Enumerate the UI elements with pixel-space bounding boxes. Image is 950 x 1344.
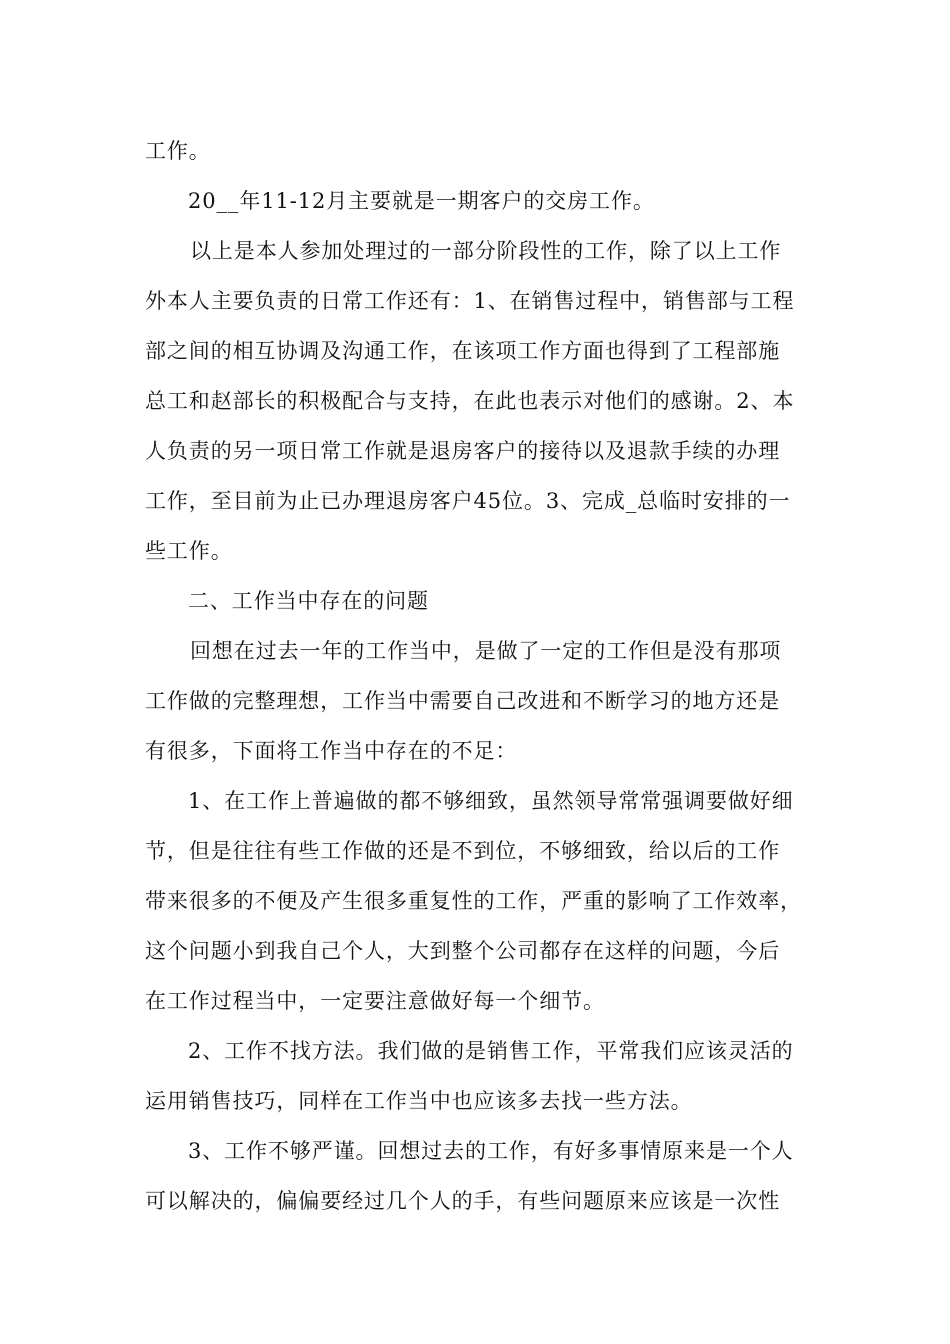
text-line-21: 3、工作不够严谨。回想过去的工作，有好多事情原来是一个人 bbox=[188, 1139, 794, 1163]
text-line-14: 1、在工作上普遍做的都不够细致，虽然领导常常强调要做好细 bbox=[188, 789, 794, 813]
text-line-3: 以上是本人参加处理过的一部分阶段性的工作，除了以上工作 bbox=[190, 239, 782, 263]
text-line-17: 这个问题小到我自己个人，大到整个公司都存在这样的问题，今后 bbox=[145, 939, 781, 963]
text-line-8: 工作，至目前为止已办理退房客户45位。3、完成_总临时安排的一 bbox=[145, 489, 791, 513]
text-line-20: 运用销售技巧，同样在工作当中也应该多去找一些方法。 bbox=[145, 1089, 693, 1113]
text-line-12: 工作做的完整理想，工作当中需要自己改进和不断学习的地方还是 bbox=[145, 689, 781, 713]
text-line-2: 20__年11-12月主要就是一期客户的交房工作。 bbox=[188, 189, 655, 213]
section-heading: 二、工作当中存在的问题 bbox=[188, 589, 429, 613]
text-line-5: 部之间的相互协调及沟通工作，在该项工作方面也得到了工程部施 bbox=[145, 339, 781, 363]
text-line-18: 在工作过程当中，一定要注意做好每一个细节。 bbox=[145, 989, 605, 1013]
text-line-11: 回想在过去一年的工作当中，是做了一定的工作但是没有那项 bbox=[190, 639, 782, 663]
text-line-6: 总工和赵部长的积极配合与支持，在此也表示对他们的感谢。2、本 bbox=[145, 389, 795, 413]
text-line-9: 些工作。 bbox=[145, 539, 233, 563]
text-line-7: 人负责的另一项日常工作就是退房客户的接待以及退款手续的办理 bbox=[145, 439, 781, 463]
text-line-4: 外本人主要负责的日常工作还有：1、在销售过程中，销售部与工程 bbox=[145, 289, 795, 313]
text-line-13: 有很多，下面将工作当中存在的不足： bbox=[145, 739, 518, 763]
text-line-19: 2、工作不找方法。我们做的是销售工作，平常我们应该灵活的 bbox=[188, 1039, 794, 1063]
text-line-15: 节，但是往往有些工作做的还是不到位，不够细致，给以后的工作 bbox=[145, 839, 781, 863]
text-line-22: 可以解决的，偏偏要经过几个人的手，有些问题原来应该是一次性 bbox=[145, 1189, 781, 1213]
text-line-1: 工作。 bbox=[145, 139, 211, 163]
text-line-16: 带来很多的不便及产生很多重复性的工作，严重的影响了工作效率， bbox=[145, 889, 802, 913]
